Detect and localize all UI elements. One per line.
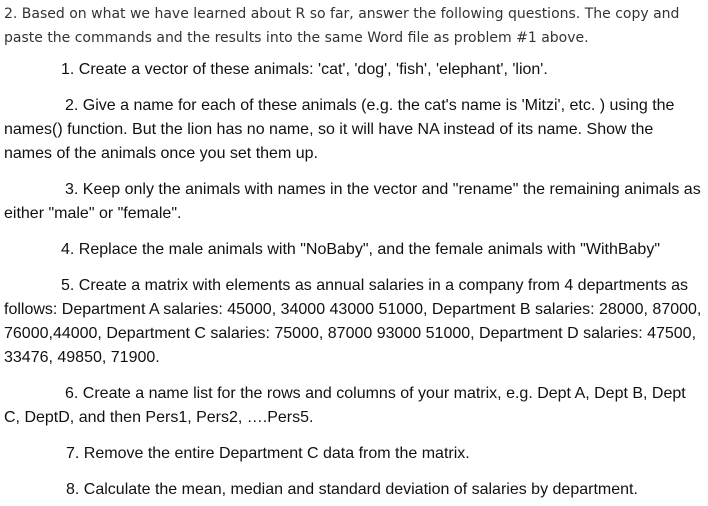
question-2: 2. Give a name for each of these animals (e.g. the cat's name is 'Mitzi', etc. ) using the names() function. But the lion has no name, so it will have NA instead of its name. Show the names of the animals once you set them up. xyxy=(4,97,675,162)
question-3: 3. Keep only the animals with names in the vector and "rename" the remaining animals as either "male" or "female". xyxy=(4,181,701,222)
question-5: 5. Create a matrix with elements as annual salaries in a company from 4 departments as follows: Department A salaries: 45000, 34000 43000 51000, Department B salaries: 28000, 87000, 76000,44000, Department C salaries: 75000, 87000 93000 51000, Department D salaries: 47500, 33476, 49850, 71900. xyxy=(4,277,702,366)
question-6: 6. Create a name list for the rows and columns of your matrix, e.g. Dept A, Dept B, Dept C, DeptD, and then Pers1, Pers2, ….Pers5. xyxy=(4,385,686,426)
question-8: 8. Calculate the mean, median and standard deviation of salaries by department. xyxy=(66,481,638,498)
question-4: 4. Replace the male animals with "NoBaby", and the female animals with "WithBaby" xyxy=(61,241,660,258)
problem-intro: 2. Based on what we have learned about R so far, answer the following questions. The copy and paste the commands and the results into the same Word file as problem #1 above. xyxy=(4,6,680,46)
question-1: 1. Create a vector of these animals: 'cat', 'dog', 'fish', 'elephant', 'lion'. xyxy=(61,61,548,78)
question-7: 7. Remove the entire Department C data from the matrix. xyxy=(66,445,470,462)
